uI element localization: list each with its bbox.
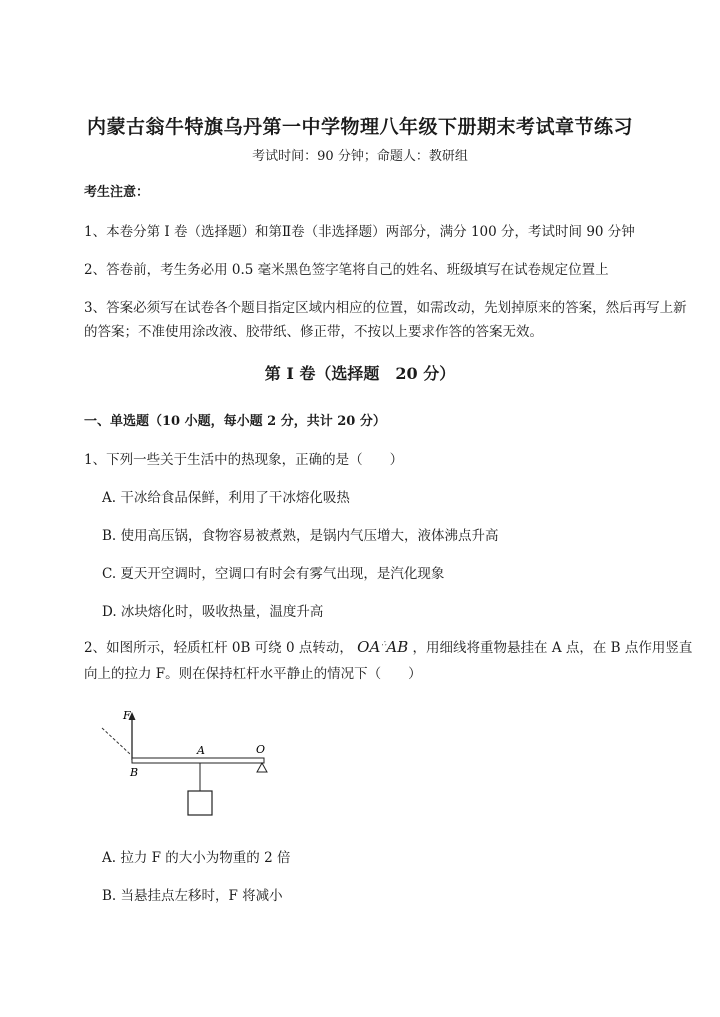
section-title: 第 I 卷（选择题 20 分） <box>264 364 456 383</box>
pivot-support <box>257 763 267 772</box>
notice-item-3: 3、答案必须写在试卷各个题目指定区域内相应的位置，如需改动，先划掉原来的答案，然后再写上新 <box>84 300 687 316</box>
question-1-option-a: A. 干冰给食品保鲜，利用了干冰熔化吸热 <box>102 490 350 506</box>
formula-ab: AB <box>386 638 409 656</box>
dashed-force-line <box>102 728 130 754</box>
lever-diagram <box>96 702 286 824</box>
question-1-option-d: D. 冰块熔化时，吸收热量，温度升高 <box>102 604 324 620</box>
lever-bar <box>132 758 264 763</box>
question-2-stem-line1 <box>84 636 692 656</box>
exam-title: 内蒙古翁牛特旗乌丹第一中学物理八年级下册期末考试章节练习 <box>86 116 633 138</box>
formula-dots: ∴ <box>381 639 386 648</box>
question-1-option-b: B. 使用高压锅，食物容易被煮熟，是锅内气压增大，液体沸点升高 <box>102 528 499 544</box>
ratio-formula <box>357 638 408 656</box>
formula-oa: OA <box>357 638 381 656</box>
label-a: A <box>197 744 205 757</box>
part-heading: 一、单选题（10 小题，每小题 2 分，共计 20 分） <box>84 414 386 429</box>
label-f: F <box>123 709 131 722</box>
hanging-weight <box>188 791 212 815</box>
question-2-option-a: A. 拉力 F 的大小为物重的 2 倍 <box>102 850 291 866</box>
label-o: O <box>256 743 266 756</box>
question-2-stem-line2: 向上的拉力 F。则在保持杠杆水平静止的情况下（ ） <box>84 666 422 682</box>
question-2-stem-suffix: ，用细线将重物悬挂在 A 点，在 B 点作用竖直 <box>412 640 693 656</box>
question-1-stem: 1、下列一些关于生活中的热现象，正确的是（ ） <box>84 452 404 468</box>
question-2-option-b: B. 当悬挂点左移时，F 将减小 <box>102 888 283 904</box>
notice-heading: 考生注意： <box>84 185 150 200</box>
notice-item-3-cont: 的答案；不准使用涂改液、胶带纸、修正带，不按以上要求作答的答案无效。 <box>84 324 543 340</box>
question-2-stem-prefix: 2、如图所示，轻质杠杆 0B 可绕 0 点转动， <box>84 640 353 656</box>
notice-item-2: 2、答卷前，考生务必用 0.5 毫米黑色签字笔将自己的姓名、班级填写在试卷规定位置上 <box>84 262 609 278</box>
question-1-option-c: C. 夏天开空调时，空调口有时会有雾气出现，是汽化现象 <box>102 566 445 582</box>
exam-subtitle: 考试时间：90 分钟；命题人：教研组 <box>252 149 468 164</box>
label-b: B <box>130 766 139 779</box>
notice-item-1: 1、本卷分第 I 卷（选择题）和第Ⅱ卷（非选择题）两部分，满分 100 分，考试时间 90 分钟 <box>84 224 635 240</box>
